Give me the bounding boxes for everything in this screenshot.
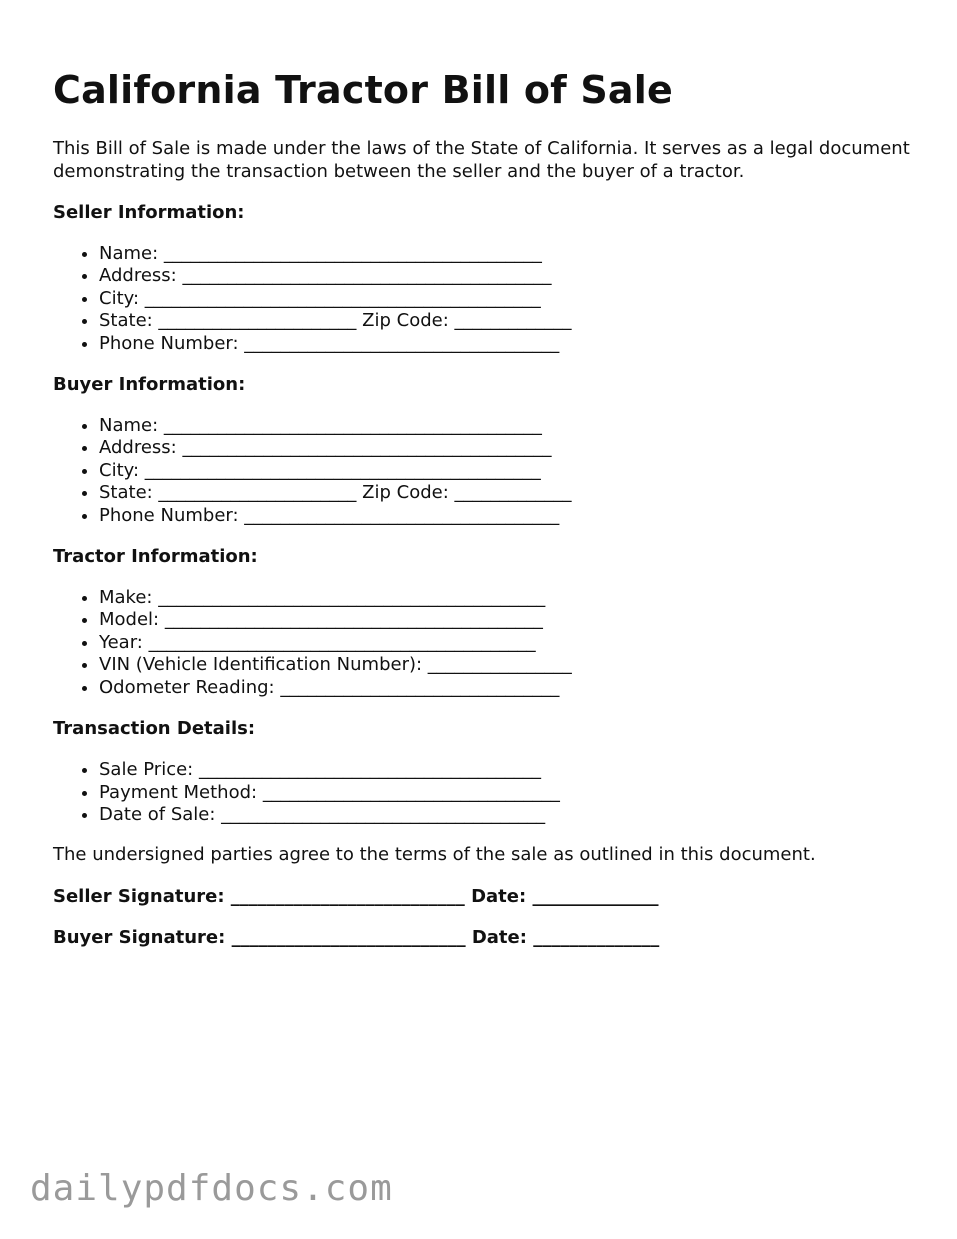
- buyer-signature-line[interactable]: Buyer Signature: __________________________ Date: ______________: [53, 926, 660, 948]
- agreement-statement: The undersigned parties agree to the terms of the sale as outlined in this document.: [53, 844, 816, 866]
- seller-information-heading: Seller Information:: [53, 202, 245, 223]
- buyer-address-field[interactable]: • Address: _________________________________________: [99, 437, 933, 459]
- sale-price-field[interactable]: • Sale Price: ______________________________________: [99, 759, 933, 781]
- buyer-name-field[interactable]: • Name: __________________________________________: [99, 415, 933, 437]
- watermark: dailypdfdocs.com: [30, 1168, 393, 1209]
- date-of-sale-field[interactable]: • Date of Sale: ____________________________________: [99, 804, 933, 826]
- buyer-phone-field[interactable]: • Phone Number: ___________________________________: [99, 505, 933, 527]
- seller-name-field[interactable]: • Name: __________________________________________: [99, 243, 933, 265]
- tractor-odometer-field[interactable]: • Odometer Reading: _______________________________: [99, 677, 933, 699]
- seller-phone-field[interactable]: • Phone Number: ___________________________________: [99, 333, 933, 355]
- intro-paragraph: This Bill of Sale is made under the laws of the State of California. It serves as a legal document demonstrating the transaction between the seller and the buyer of a tractor.: [53, 138, 910, 182]
- tractor-information-heading: Tractor Information:: [53, 546, 258, 568]
- buyer-information-list: [53, 415, 933, 527]
- transaction-details-list: [53, 759, 933, 826]
- page-title: California Tractor Bill of Sale: [53, 68, 673, 112]
- buyer-city-field[interactable]: • City: ____________________________________________: [99, 460, 933, 482]
- tractor-information-list: [53, 587, 933, 699]
- buyer-state-zip-field[interactable]: • State: ______________________ Zip Code: _____________: [99, 482, 933, 504]
- seller-city-field[interactable]: • City: ____________________________________________: [99, 288, 933, 310]
- tractor-make-field[interactable]: • Make: ___________________________________________: [99, 587, 933, 609]
- tractor-model-field[interactable]: • Model: __________________________________________: [99, 609, 933, 631]
- seller-address-field[interactable]: • Address: _________________________________________: [99, 265, 933, 287]
- seller-state-zip-field[interactable]: • State: ______________________ Zip Code: _____________: [99, 310, 933, 332]
- buyer-information-heading: Buyer Information:: [53, 374, 246, 396]
- tractor-vin-field[interactable]: • VIN (Vehicle Identification Number): ________________: [99, 654, 933, 676]
- tractor-year-field[interactable]: • Year: ___________________________________________: [99, 632, 933, 654]
- seller-signature-line[interactable]: Seller Signature: __________________________ Date: ______________: [53, 885, 659, 907]
- transaction-details-heading: Transaction Details:: [53, 718, 256, 740]
- seller-information-list: [53, 243, 933, 355]
- payment-method-field[interactable]: • Payment Method: _________________________________: [99, 782, 933, 804]
- bill-of-sale-document: [53, 66, 933, 949]
